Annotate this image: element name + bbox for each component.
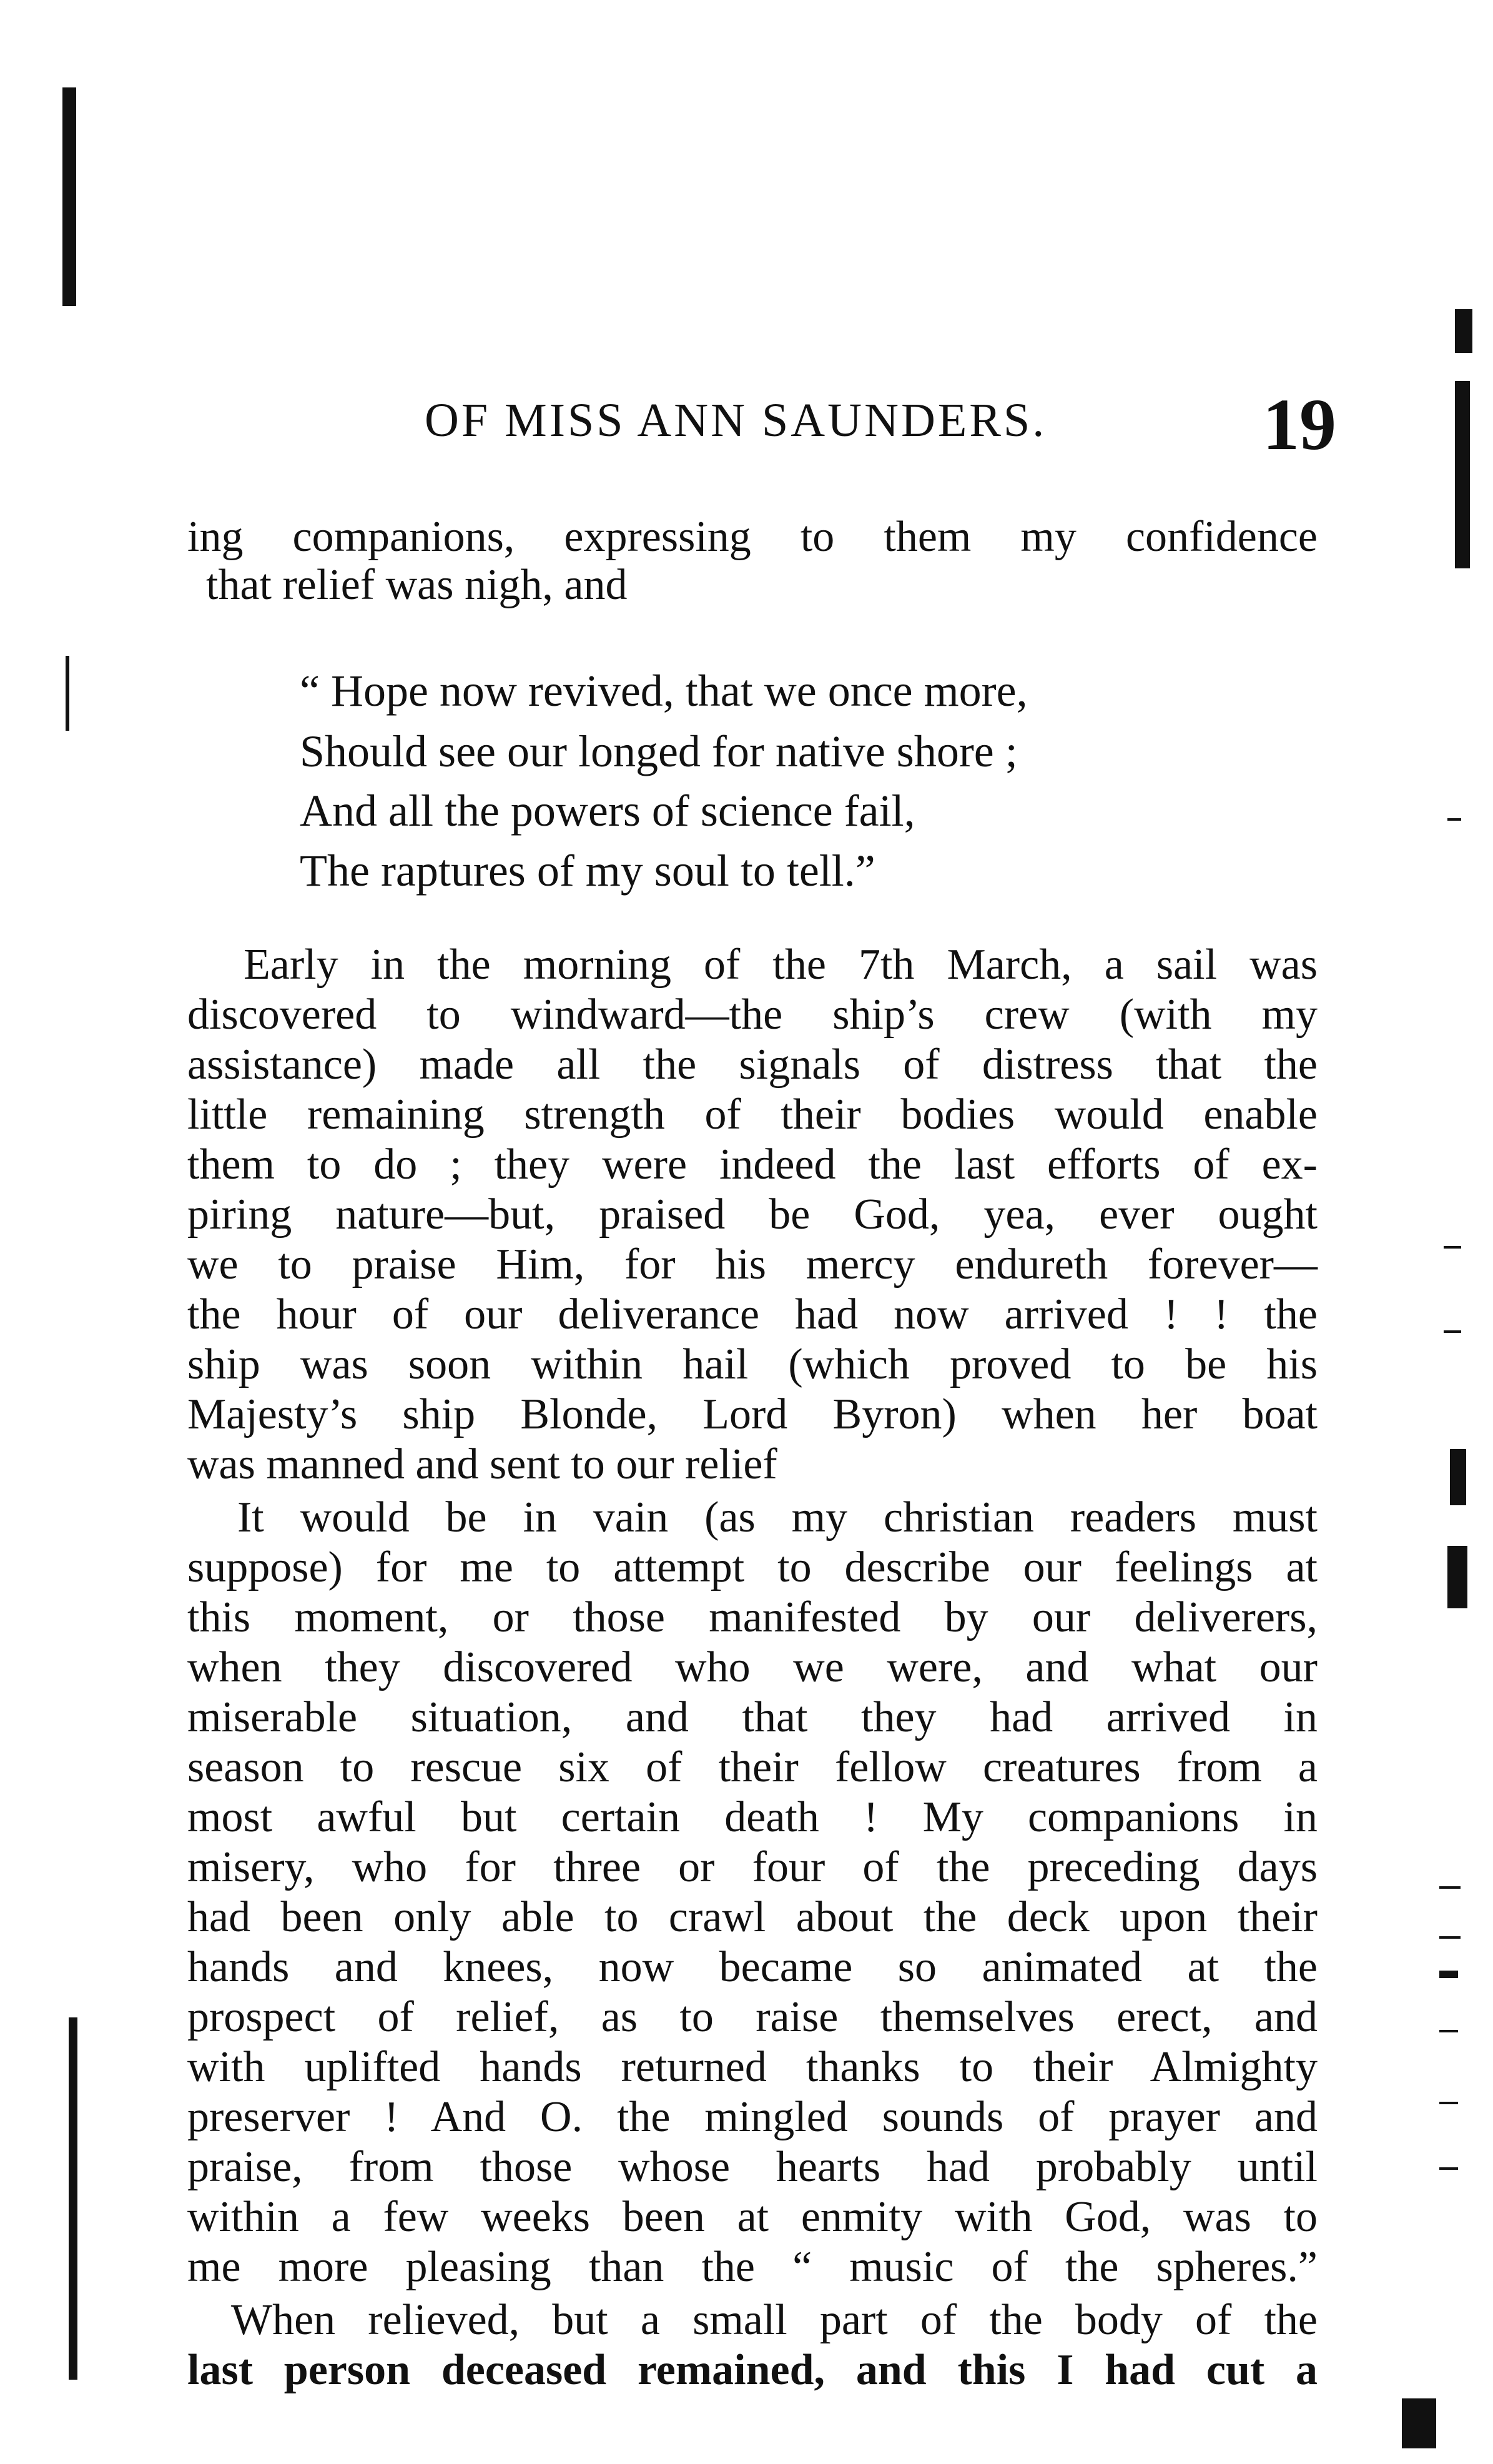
right-margin-mark	[1455, 309, 1472, 353]
text-line: them to do ; they were indeed the last efforts of ex-	[187, 1140, 1318, 1189]
text-line: When relieved, but a small part of the body of the	[231, 2296, 1318, 2344]
text-line: last person deceased remained, and this I had cut a	[187, 2346, 1318, 2394]
right-margin-mark	[1439, 1886, 1461, 1889]
right-margin-mark	[1447, 818, 1461, 821]
right-margin-mark	[1447, 1546, 1467, 1608]
text-line: piring nature—but, praised be God, yea, ever ought	[187, 1190, 1318, 1239]
verse-line: “ Hope now revived, that we once more,	[300, 666, 1028, 716]
page-number: 19	[1263, 383, 1336, 465]
right-margin-mark	[1439, 2102, 1458, 2104]
text-line: preserver ! And O. the mingled sounds of prayer and	[187, 2093, 1318, 2141]
text-line: that relief was nigh, and	[206, 561, 628, 609]
text-line: this moment, or those manifested by our deliverers,	[187, 1593, 1318, 1641]
text-line: we to praise Him, for his mercy endureth forever—	[187, 1240, 1318, 1289]
right-margin-mark	[1439, 2167, 1458, 2170]
text-line: season to rescue six of their fellow creatures from a	[187, 1743, 1318, 1791]
text-line: assistance) made all the signals of distress that the	[187, 1041, 1318, 1089]
text-line: within a few weeks been at enmity with God, was to	[187, 2193, 1318, 2241]
right-margin-mark	[1444, 1330, 1461, 1333]
text-line: had been only able to crawl about the deck upon their	[187, 1893, 1318, 1941]
text-line: ing companions, expressing to them my confidence	[187, 513, 1318, 561]
right-margin-mark	[1439, 1936, 1461, 1939]
text-line: suppose) for me to attempt to describe our feelings at	[187, 1543, 1318, 1591]
page-header	[425, 383, 1336, 468]
text-line: praise, from those whose hearts had probably until	[187, 2143, 1318, 2191]
text-line: hands and knees, now became so animated at the	[187, 1943, 1318, 1991]
text-line: misery, who for three or four of the preceding days	[187, 1843, 1318, 1891]
right-margin-mark	[1402, 2398, 1436, 2448]
right-margin-mark	[1450, 1449, 1466, 1505]
text-line: discovered to windward—the ship’s crew (with my	[187, 991, 1318, 1039]
text-line: Early in the morning of the 7th March, a sail was	[244, 941, 1318, 989]
text-line: most awful but certain death ! My companions in	[187, 1793, 1318, 1841]
right-margin-mark	[1439, 2030, 1458, 2032]
text-line: the hour of our deliverance had now arrived ! ! the	[187, 1290, 1318, 1338]
text-line: was manned and sent to our relief	[187, 1440, 777, 1488]
right-margin-mark	[1439, 1971, 1458, 1978]
left-binding-mark	[66, 656, 69, 731]
running-head: OF MISS ANN SAUNDERS.	[425, 394, 1047, 447]
text-line: It would be in vain (as my christian readers must	[237, 1493, 1318, 1541]
text-line: little remaining strength of their bodies would enable	[187, 1091, 1318, 1139]
text-line: prospect of relief, as to raise themselves erect, and	[187, 1993, 1318, 2041]
right-margin-mark	[1444, 1246, 1461, 1249]
right-margin-mark	[1455, 381, 1470, 568]
verse-line: Should see our longed for native shore ;	[300, 726, 1018, 776]
text-line: ship was soon within hail (which proved to be his	[187, 1340, 1318, 1388]
text-line: me more pleasing than the “ music of the spheres.”	[187, 2243, 1318, 2291]
text-line: with uplifted hands returned thanks to their Almighty	[187, 2043, 1318, 2091]
left-binding-mark	[62, 87, 76, 306]
text-line: miserable situation, and that they had arrived in	[187, 1693, 1318, 1741]
left-binding-mark	[69, 2017, 77, 2380]
text-line: when they discovered who we were, and what our	[187, 1643, 1318, 1691]
verse-line: And all the powers of science fail,	[300, 786, 915, 836]
text-line: Majesty’s ship Blonde, Lord Byron) when her boat	[187, 1390, 1318, 1438]
verse-line: The raptures of my soul to tell.”	[300, 846, 875, 896]
